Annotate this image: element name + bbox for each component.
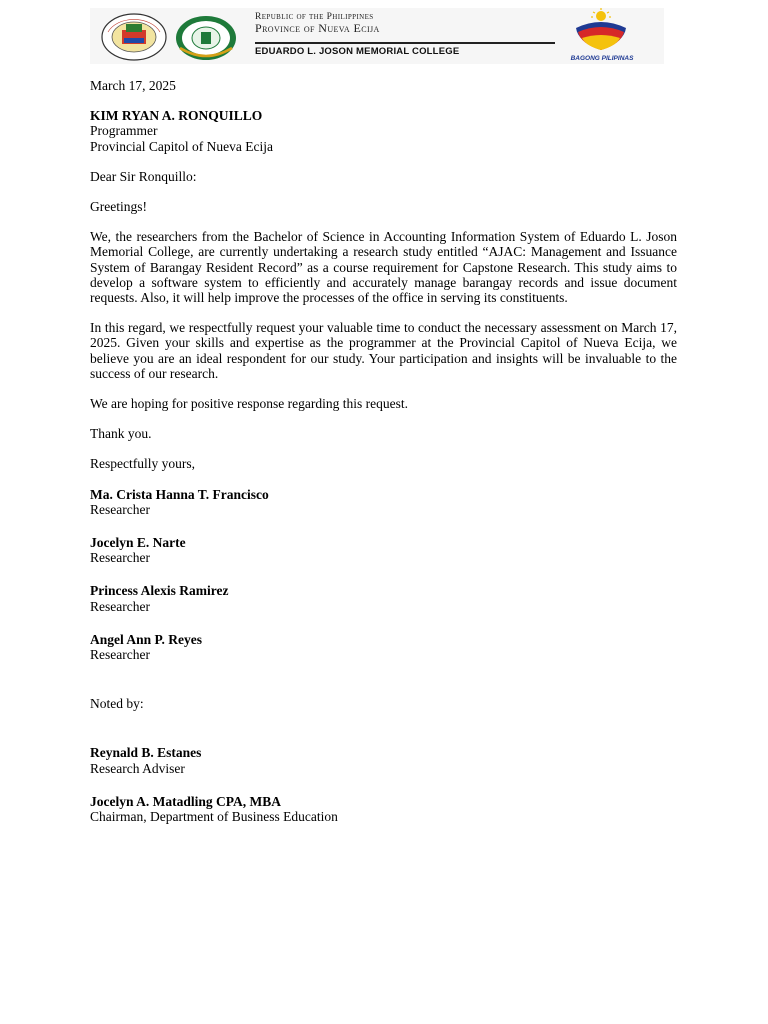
noted-by-label: Noted by: xyxy=(90,696,144,712)
greeting: Greetings! xyxy=(90,199,147,215)
province-seal-icon xyxy=(100,12,168,62)
adviser-name: Reynald B. Estanes xyxy=(90,745,202,761)
researcher-role: Researcher xyxy=(90,501,150,517)
researcher-name: Jocelyn E. Narte xyxy=(90,535,186,551)
letter-body xyxy=(90,78,677,824)
researcher-name: Ma. Crista Hanna T. Francisco xyxy=(90,486,269,502)
letter-date: March 17, 2025 xyxy=(90,78,176,93)
researcher-name: Princess Alexis Ramirez xyxy=(90,583,229,599)
recipient-office: Provincial Capitol of Nueva Ecija xyxy=(90,138,273,154)
letterhead-divider xyxy=(255,42,555,44)
paragraph-request: In this regard, we respectfully request your valuable time to conduct the necessary assessment on March 17, 2025. Given your skills and expertise as the programmer at the Provincial Capitol of Nueva Ecija, we believe you are an ideal respondent for our study. Your participation and insights will be invaluable to the success of our research. xyxy=(90,320,677,381)
adviser-role: Research Adviser xyxy=(90,760,185,776)
chairman-role: Chairman, Department of Business Education xyxy=(90,809,338,825)
letterhead-republic: Republic of the Philippines xyxy=(255,12,374,22)
bagong-pilipinas-label: BAGONG PILIPINAS xyxy=(570,55,634,62)
recipient-name: KIM RYAN A. RONQUILLO xyxy=(90,108,263,124)
paragraph-intro: We, the researchers from the Bachelor of Science in Accounting Information System of Eduardo L. Joson Memorial College, are currently undertaking a research study entitled “AJAC: Management and Issuance System of Barangay Resident Record” as a course requirement for Capstone Research. This study aims to develop a software system to efficiently and accurately manage barangay records and issue document requests. Also, it will help improve the processes of the office in serving its constituents. xyxy=(90,229,677,306)
letterhead-college-name: EDUARDO L. JOSON MEMORIAL COLLEGE xyxy=(255,46,460,57)
chairman-name: Jocelyn A. Matadling CPA, MBA xyxy=(90,793,281,809)
researcher-name: Angel Ann P. Reyes xyxy=(90,631,203,647)
college-seal-icon xyxy=(174,14,238,62)
researcher-role: Researcher xyxy=(90,550,150,566)
thank-you: Thank you. xyxy=(90,426,152,442)
paragraph-hope: We are hoping for positive response regarding this request. xyxy=(90,396,408,412)
researcher-role: Researcher xyxy=(90,647,150,663)
researcher-role: Researcher xyxy=(90,598,150,614)
letterhead-province: Province of Nueva Ecija xyxy=(255,21,380,35)
recipient-position: Programmer xyxy=(90,123,158,139)
letterhead xyxy=(90,8,664,64)
salutation: Dear Sir Ronquillo: xyxy=(90,168,197,184)
closing: Respectfully yours, xyxy=(90,456,195,472)
